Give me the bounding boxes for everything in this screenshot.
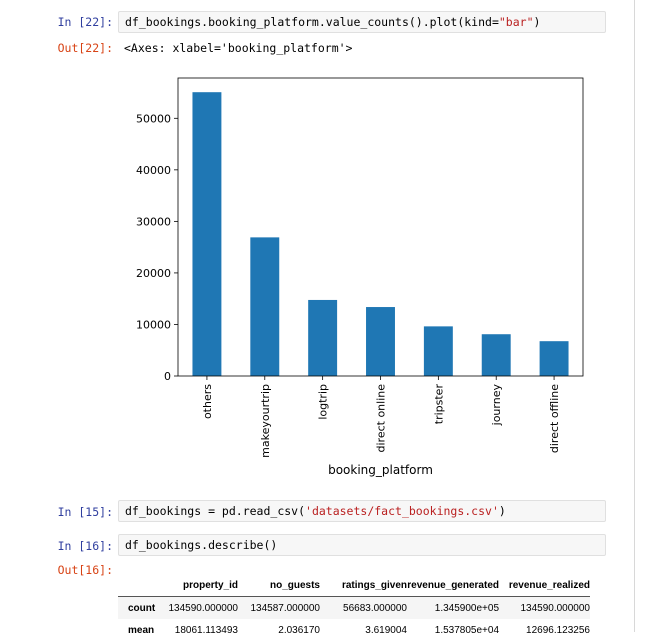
x-tick-label: logtrip xyxy=(316,384,330,420)
cell-22-code-input[interactable] xyxy=(118,11,606,33)
table-cell: 3.619004 xyxy=(365,624,407,636)
table-cell: 134590.000000 xyxy=(166,597,238,620)
x-tick-label: tripster xyxy=(432,384,446,425)
table-row xyxy=(118,597,590,620)
y-tick-label: 40000 xyxy=(136,163,171,177)
cell-22-code-string: "bar" xyxy=(498,15,534,29)
x-tick-label: journey xyxy=(490,384,504,426)
bar-others xyxy=(192,92,221,376)
table-cell: 134590.000000 xyxy=(499,597,590,620)
table-cell: 18061.113493 xyxy=(174,624,238,636)
describe-col-header: no_guests xyxy=(238,574,320,597)
y-tick-label: 20000 xyxy=(136,266,171,280)
x-tick-label: others xyxy=(200,384,214,420)
table-row xyxy=(118,619,590,641)
describe-index-header xyxy=(118,574,166,597)
describe-header-row xyxy=(118,574,590,597)
cell-15-code-suffix: ) xyxy=(498,504,506,518)
table-cell: 12696.123256 xyxy=(526,624,590,636)
x-tick-label: direct offline xyxy=(548,383,562,454)
y-tick-label: 0 xyxy=(164,370,171,383)
cell-22-code-suffix: ) xyxy=(533,15,541,29)
table-cell: 56683.000000 xyxy=(320,597,407,620)
describe-col-header: ratings_given xyxy=(320,574,407,597)
describe-col-header: revenue_generated xyxy=(407,574,499,597)
cell-22-out-prompt: Out[22]: xyxy=(57,41,113,55)
describe-col-header: revenue_realized xyxy=(499,574,590,597)
cell-16-code-input[interactable] xyxy=(118,534,606,556)
bars-group xyxy=(192,92,568,376)
bar-direct-offline xyxy=(540,341,569,376)
bar-makeyourtrip xyxy=(250,237,279,376)
bar-tripster xyxy=(424,326,453,376)
y-tick-label: 10000 xyxy=(136,318,171,332)
describe-col-header: property_id xyxy=(166,574,238,597)
cell-22-code-prefix: df_bookings.booking_platform.value_counts().plot(kind= xyxy=(125,15,499,29)
x-tick-label: direct online xyxy=(374,384,388,453)
cell-15-code-prefix: df_bookings = pd.read_csv( xyxy=(125,504,306,518)
x-tick-label: makeyourtrip xyxy=(258,384,272,458)
y-tick-label: 30000 xyxy=(136,215,171,229)
bar-journey xyxy=(482,334,511,376)
describe-table xyxy=(118,574,590,641)
table-cell: 1.345900e+05 xyxy=(407,597,499,620)
bar-direct-online xyxy=(366,307,395,376)
cell-16-code-prefix: df_bookings.describe() xyxy=(125,538,278,552)
table-cell: 2.036170 xyxy=(278,624,320,636)
y-tick-label: 50000 xyxy=(136,112,171,126)
row-label: count xyxy=(118,597,166,620)
cell-22-in-prompt: In [22]: xyxy=(57,15,113,29)
cell-22-output-text: <Axes: xlabel='booking_platform'> xyxy=(124,41,353,55)
bar-chart-svg xyxy=(88,70,608,482)
y-axis xyxy=(136,112,178,383)
x-axis-label: booking_platform xyxy=(328,463,433,477)
cell-16-out-prompt: Out[16]: xyxy=(57,563,113,577)
cell-15-in-prompt: In [15]: xyxy=(57,505,113,519)
x-axis xyxy=(201,376,561,458)
page-right-rule xyxy=(634,0,635,632)
cell-15-code-input[interactable] xyxy=(118,500,606,522)
cell-15-code-string: 'datasets/fact_bookings.csv' xyxy=(305,504,499,518)
bar-logtrip xyxy=(308,300,337,376)
row-label: mean xyxy=(128,624,155,636)
cell-16-in-prompt: In [16]: xyxy=(57,539,113,553)
bar-chart xyxy=(88,70,608,482)
table-cell: 134587.000000 xyxy=(238,597,320,620)
table-cell: 1.537805e+04 xyxy=(434,624,499,636)
